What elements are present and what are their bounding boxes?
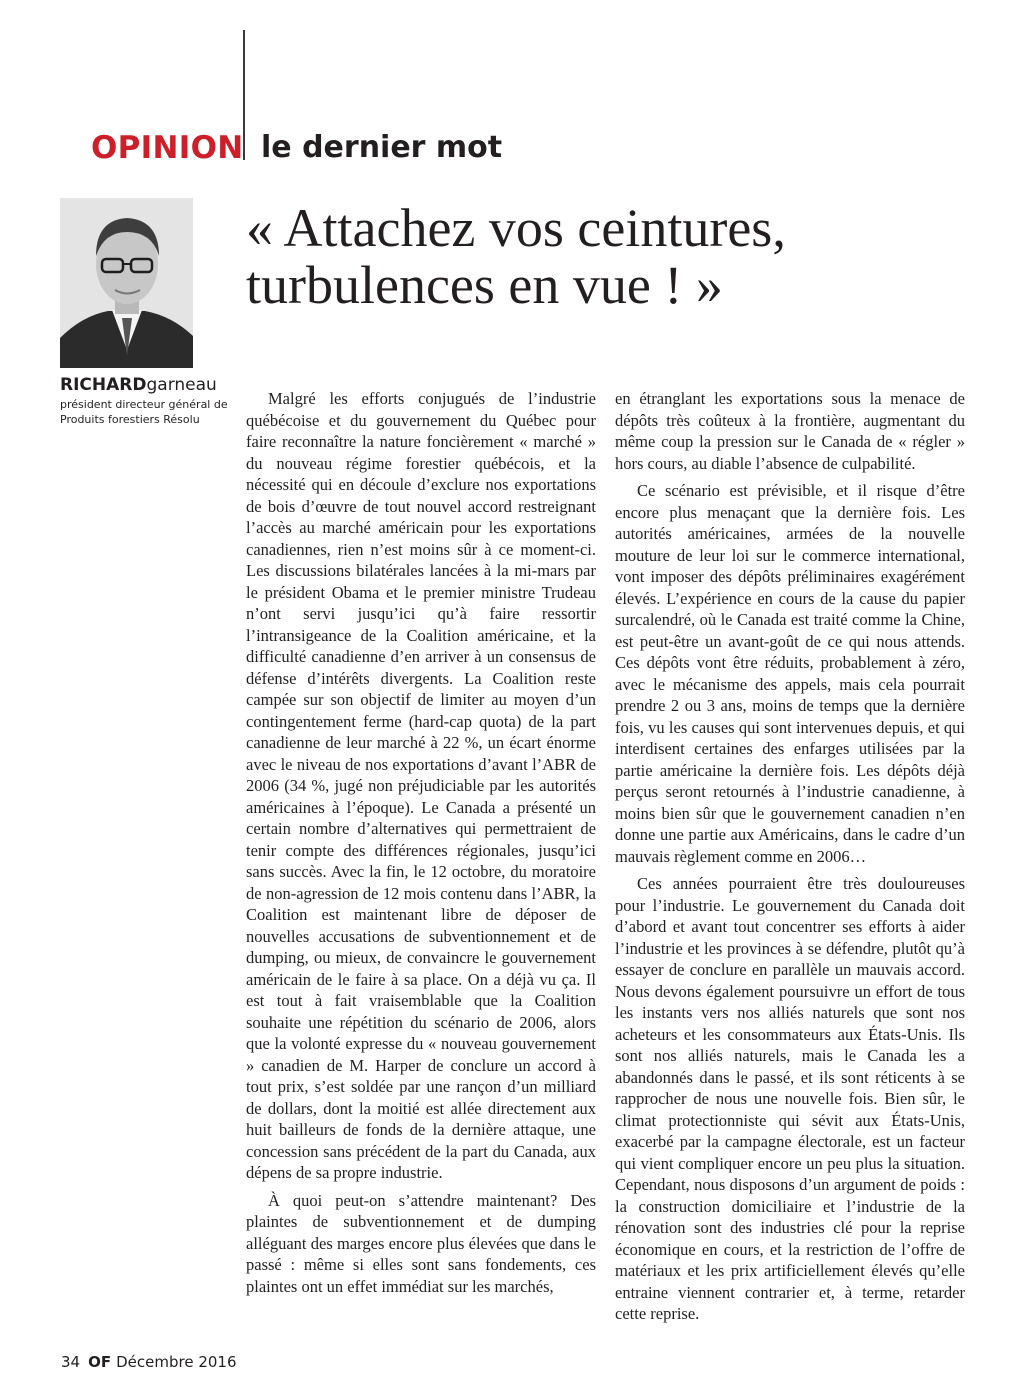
article-column-1 <box>246 388 596 1297</box>
page-footer <box>61 1352 237 1372</box>
author-block <box>60 375 235 427</box>
paragraph: Ces années pourraient être très douloureuses pour l’industrie. Le gouvernement du Canada doit d’abord et avant tout concentrer ses efforts à aider l’industrie et les provinces à se défendre, plutôt qu’à essayer de conclure en parallèle un mauvais accord. Nous devons également poursuivre un effort de tous les instants vers nos alliés naturels que sont nos acheteurs et les consommateurs aux États-Unis. Ils sont nos alliés naturels, mais le Canada les a abandonnés dans le passé, et ils sont réticents à se rapprocher de nous une nouvelle fois. Bien sûr, le climat protectionniste qui sévit aux États-Unis, exacerbé par la campagne électorale, est un facteur qui vient compliquer encore un peu plus la situation. Cependant, nous disposons d’un argument de poids : la construction domiciliaire et l’industrie de la rénovation sont des industries clé pour la reprise économique en cours, et la restriction de l’offre de matériaux et les prix artificiellement élevés qu’elle entraine viennent contrarier et, à terme, retarder cette reprise. <box>615 874 965 1323</box>
paragraph: Ce scénario est prévisible, et il risque d’être encore plus menaçant que la dernière fois. Les autorités américaines, armées de la nouvelle mouture de leur loi sur le commerce international, vont imposer des dépôts préliminaires exagérément élevés. L’expérience en cours de la cause du papier surcalendré, où le Canada est traité comme la Chine, est peut-être un avant-goût de ce qui nous attends. Ces dépôts vont être réduits, probablement à zéro, avec le mécanisme des appels, mais cela pourrait prendre 2 ou 3 ans, moins de temps que la dernière fois, vu les causes qui sont intervenues depuis, et qui interdisent certaines des enfarges utilisées par la partie américaine la dernière fois. Les dépôts déjà perçus seront retournés à l’industrie canadienne, à moins bien sûr que le gouvernement canadien n’en donne une partie aux Américains, dans le cadre d’un mauvais règlement comme en 2006… <box>615 481 965 866</box>
article-title <box>246 200 786 314</box>
author-portrait-image <box>60 198 193 368</box>
issue-date: Décembre 2016 <box>116 1353 237 1371</box>
author-first-name: RICHARD <box>60 375 147 395</box>
column-label: le dernier mot <box>261 130 503 165</box>
paragraph-continued: en étranglant les exportations sous la menace de dépôts très coûteux à la frontière, augmentant du même coup la pression sur le Canada de « régler » hors cours, au diable l’absence de culpabilité. <box>615 389 965 473</box>
title-line-2: turbulences en vue ! » <box>246 255 723 315</box>
article-column-2 <box>615 388 965 1325</box>
author-last-name: garneau <box>146 375 217 395</box>
paragraph: À quoi peut-on s’attendre maintenant? Des plaintes de subventionnement et de dumping alléguant des marges encore plus élevées que dans le passé : même si elles sont sans fondements, ces plaintes ont un effet immédiat sur les marchés, <box>246 1190 596 1296</box>
paragraph: Malgré les efforts conjugués de l’industrie québécoise et du gouvernement du Québec pour faire reconnaître la nature foncièrement « marché » du nouveau régime forestier québécois, et la nécessité qui en découle d’exclure nos exportations de bois d’œuvre de tout nouvel accord restreignant l’accès au marché américain pour les exportations canadiennes, rien n’est moins sûr à ce moment-ci. Les discussions bilatérales lancées à la mi-mars par le président Obama et le premier ministre Trudeau n’ont servi jusqu’ici qu’à faire ressortir l’intransigeance de la Coalition américaine, et la difficulté canadienne d’en arriver à un consensus de défense d’intérêts divergents. La Coalition reste campée sur son objectif de limiter au moyen d’un contingentement ferme (hard-cap quota) de la part canadienne de leur marché à 22 %, un écart énorme avec le niveau de nos exportations d’avant l’ABR de 2006 (34 %, jugé non préjudiciable par les autorités américaines à l’époque). Le Canada a présenté un certain nombre d’alternatives qui permettraient de tenir compte des différences régionales, jusqu’ici sans succès. Avec la fin, le 12 octobre, du moratoire de non-agression de 12 mois contenu dans l’ABR, la Coalition est maintenant libre de déposer de nouvelles accusations de subventionnement et de dumping, ou mieux, de convaincre le gouvernement américain de le faire à sa place. On a déjà vu ça. Il est tout à fait vraisemblable que la Coalition souhaite une répétition du scénario de 2006, alors que la volonté expresse du « nouveau gouvernement » canadien de M. Harper de conclure un accord à tout prix, s’est soldée par une rançon d’un milliard de dollars, dont la moitié est allée directement aux huit bailleurs de fonds de la dernière attaque, une concession sans précédent de la part du Canada, aux dépens de sa propre industrie. <box>246 389 596 1182</box>
magazine-name: OF <box>88 1353 112 1371</box>
author-role: président directeur général de Produits forestiers Résolu <box>60 398 228 426</box>
section-label: OPINION <box>91 130 244 166</box>
author-photo <box>60 198 193 368</box>
author-name <box>60 375 235 396</box>
title-line-1: « Attachez vos ceintures, <box>246 198 786 258</box>
page-number: 34 <box>61 1353 81 1371</box>
